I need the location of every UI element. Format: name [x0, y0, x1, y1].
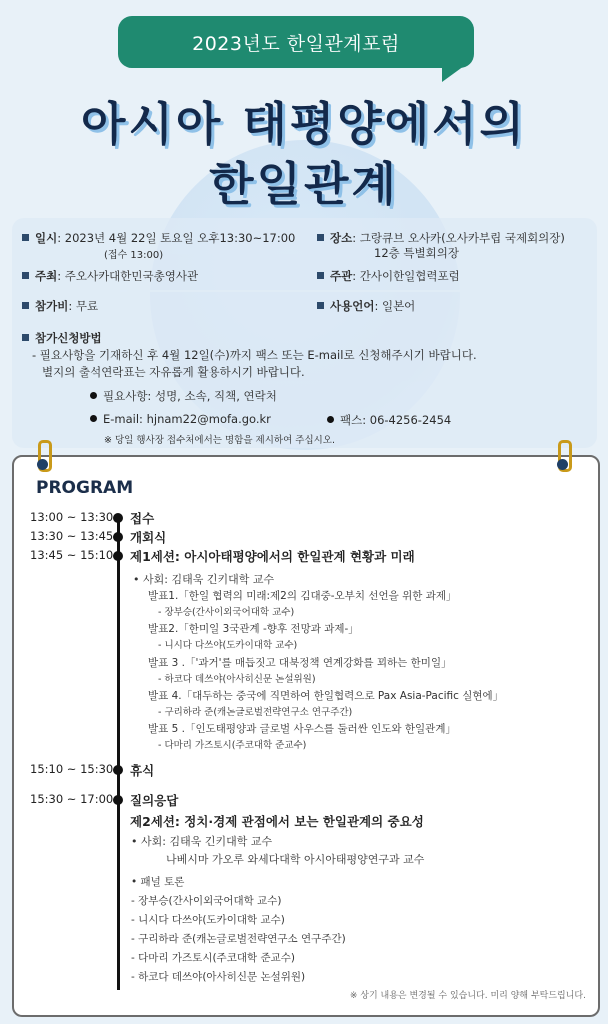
- event-qa: 질의응답: [130, 793, 179, 808]
- requirements-text: 필요사항: 성명, 소속, 직책, 연락처: [103, 389, 277, 403]
- apply-line-2: 별지의 출석연락표는 자유롭게 활용하시기 바랍니다.: [42, 365, 305, 379]
- bullet-dot-icon: [90, 392, 97, 399]
- timeline-node: [113, 795, 123, 805]
- presenter-2: - 니시다 다쓰야(도카이대학 교수): [158, 640, 298, 651]
- binder-hole-left: [37, 459, 48, 470]
- language-row: [317, 298, 415, 314]
- date-value: : 2023년 4월 22일 토요일 오후13:30~17:00: [57, 231, 296, 245]
- event-registration: 접수: [130, 511, 155, 526]
- fax-text: 팩스: 06-4256-2454: [340, 413, 452, 427]
- time-1: 13:00 ~ 13:30: [30, 510, 114, 524]
- time-3: 13:45 ~ 15:10: [30, 548, 114, 562]
- host-label: 주최: [35, 269, 58, 283]
- banner-text: 2023년도 한일관계포럼: [192, 32, 400, 55]
- presenter-1: - 장부승(간사이외국어대학 교수): [158, 607, 295, 618]
- place-sub: 12층 특별회의장: [374, 246, 459, 260]
- presentation-2: 발표2.「한미일 3국관계 -향후 전망과 과제-」: [148, 623, 359, 635]
- panelist-1: - 장부승(간사이외국어대학 교수): [131, 895, 282, 907]
- bullet-square-icon: [317, 272, 324, 279]
- apply-label: 참가신청방법: [35, 331, 102, 345]
- fee-value: : 무료: [68, 299, 99, 313]
- language-label: 사용언어: [330, 299, 375, 313]
- panelist-3: - 구리하라 준(캐논글로벌전략연구소 연구주간): [131, 933, 346, 945]
- binder-hole-right: [557, 459, 568, 470]
- presenter-3: - 하코다 데쓰야(아사히신문 논설위원): [158, 674, 316, 685]
- apply-line-1: - 필요사항을 기재하신 후 4월 12일(수)까지 팩스 또는 E-mail로 신청해주시기 바랍니다.: [32, 348, 477, 362]
- date-sub: (접수 13:00): [104, 250, 164, 261]
- time-2: 13:30 ~ 13:45: [30, 529, 114, 543]
- info-panel: [12, 218, 597, 448]
- bullet-square-icon: [22, 334, 29, 341]
- session-2-moderator: • 사회: 김태욱 긴키대학 교수: [131, 835, 273, 848]
- session-1-moderator: • 사회: 김태욱 긴키대학 교수: [133, 573, 275, 586]
- bullet-square-icon: [22, 302, 29, 309]
- fee-row: [22, 298, 98, 314]
- requirements-row: [90, 388, 277, 404]
- timeline-node: [113, 551, 123, 561]
- bullet-square-icon: [317, 302, 324, 309]
- bullet-dot-icon: [90, 415, 97, 422]
- presentation-4: 발표 4.「대두하는 중국에 직면하여 한일협력으로 Pax Asia-Pacific 실현에」: [148, 690, 504, 702]
- date-label: 일시: [35, 231, 58, 245]
- presentation-3: 발표 3 .「'과거'를 매듭짓고 대북정책 연계강화를 꾀하는 한미일」: [148, 657, 452, 669]
- date-row: [22, 230, 295, 246]
- event-banner: [118, 16, 474, 68]
- event-break: 휴식: [130, 763, 155, 778]
- fax-row: [327, 412, 451, 428]
- timeline-line: [117, 514, 120, 990]
- panel-heading: • 패널 토론: [131, 876, 185, 888]
- place-label: 장소: [330, 231, 353, 245]
- event-opening: 개회식: [130, 530, 167, 545]
- title-line-1: 아시아 태평양에서의: [81, 97, 527, 151]
- language-value: : 일본어: [374, 299, 416, 313]
- program-heading: PROGRAM: [36, 478, 134, 498]
- organizer-value: : 간사이한일협력포럼: [352, 269, 460, 283]
- presentation-1: 발표1.「한일 협력의 미래:제2의 김대중-오부치 선언을 위한 과제」: [148, 590, 457, 602]
- bullet-square-icon: [22, 234, 29, 241]
- organizer-label: 주관: [330, 269, 353, 283]
- time-4: 15:10 ~ 15:30: [30, 762, 114, 776]
- event-session-2: 제2세션: 정치·경제 관점에서 보는 한일관계의 중요성: [130, 814, 424, 829]
- session-2-moderator-2: 나베시마 가오루 와세다대학 아시아태평양연구과 교수: [166, 853, 425, 866]
- presenter-5: - 다마리 가즈토시(주코대학 준교수): [158, 740, 307, 751]
- email-row: [90, 412, 271, 426]
- presentation-5: 발표 5 .「인도태평양과 글로벌 사우스를 둘러싼 인도와 한일관계」: [148, 723, 456, 735]
- time-5: 15:30 ~ 17:00: [30, 792, 114, 806]
- place-row: [317, 230, 565, 246]
- title-line-2: 한일관계: [209, 157, 399, 211]
- timeline-node: [113, 765, 123, 775]
- bullet-dot-icon: [327, 416, 334, 423]
- host-row: [22, 268, 198, 284]
- apply-heading: [22, 330, 102, 346]
- timeline-node: [113, 513, 123, 523]
- panelist-2: - 니시다 다쓰야(도카이대학 교수): [131, 914, 285, 926]
- panelist-4: - 다마리 가즈토시(주코대학 준교수): [131, 952, 295, 964]
- footnote: ※ 상기 내용은 변경될 수 있습니다. 미리 양해 부탁드립니다.: [349, 991, 586, 1001]
- place-value: : 그랑큐브 오사카(오사카부립 국제회의장): [352, 231, 565, 245]
- onsite-notice: ※ 당일 행사장 접수처에서는 명함을 제시하여 주십시오.: [104, 435, 335, 446]
- panelist-5: - 하코다 데쓰야(아사히신문 논설위원): [131, 971, 306, 983]
- organizer-row: [317, 268, 460, 284]
- fee-label: 참가비: [35, 299, 69, 313]
- email-text[interactable]: E-mail: hjnam22@mofa.go.kr: [103, 412, 271, 426]
- host-value: : 주오사카대한민국총영사관: [57, 269, 199, 283]
- bullet-square-icon: [22, 272, 29, 279]
- presenter-4: - 구리하라 준(캐논글로벌전략연구소 연구주간): [158, 707, 353, 718]
- timeline-node: [113, 532, 123, 542]
- event-session-1: 제1세션: 아시아태평양에서의 한일관계 현황과 미래: [130, 549, 415, 564]
- bullet-square-icon: [317, 234, 324, 241]
